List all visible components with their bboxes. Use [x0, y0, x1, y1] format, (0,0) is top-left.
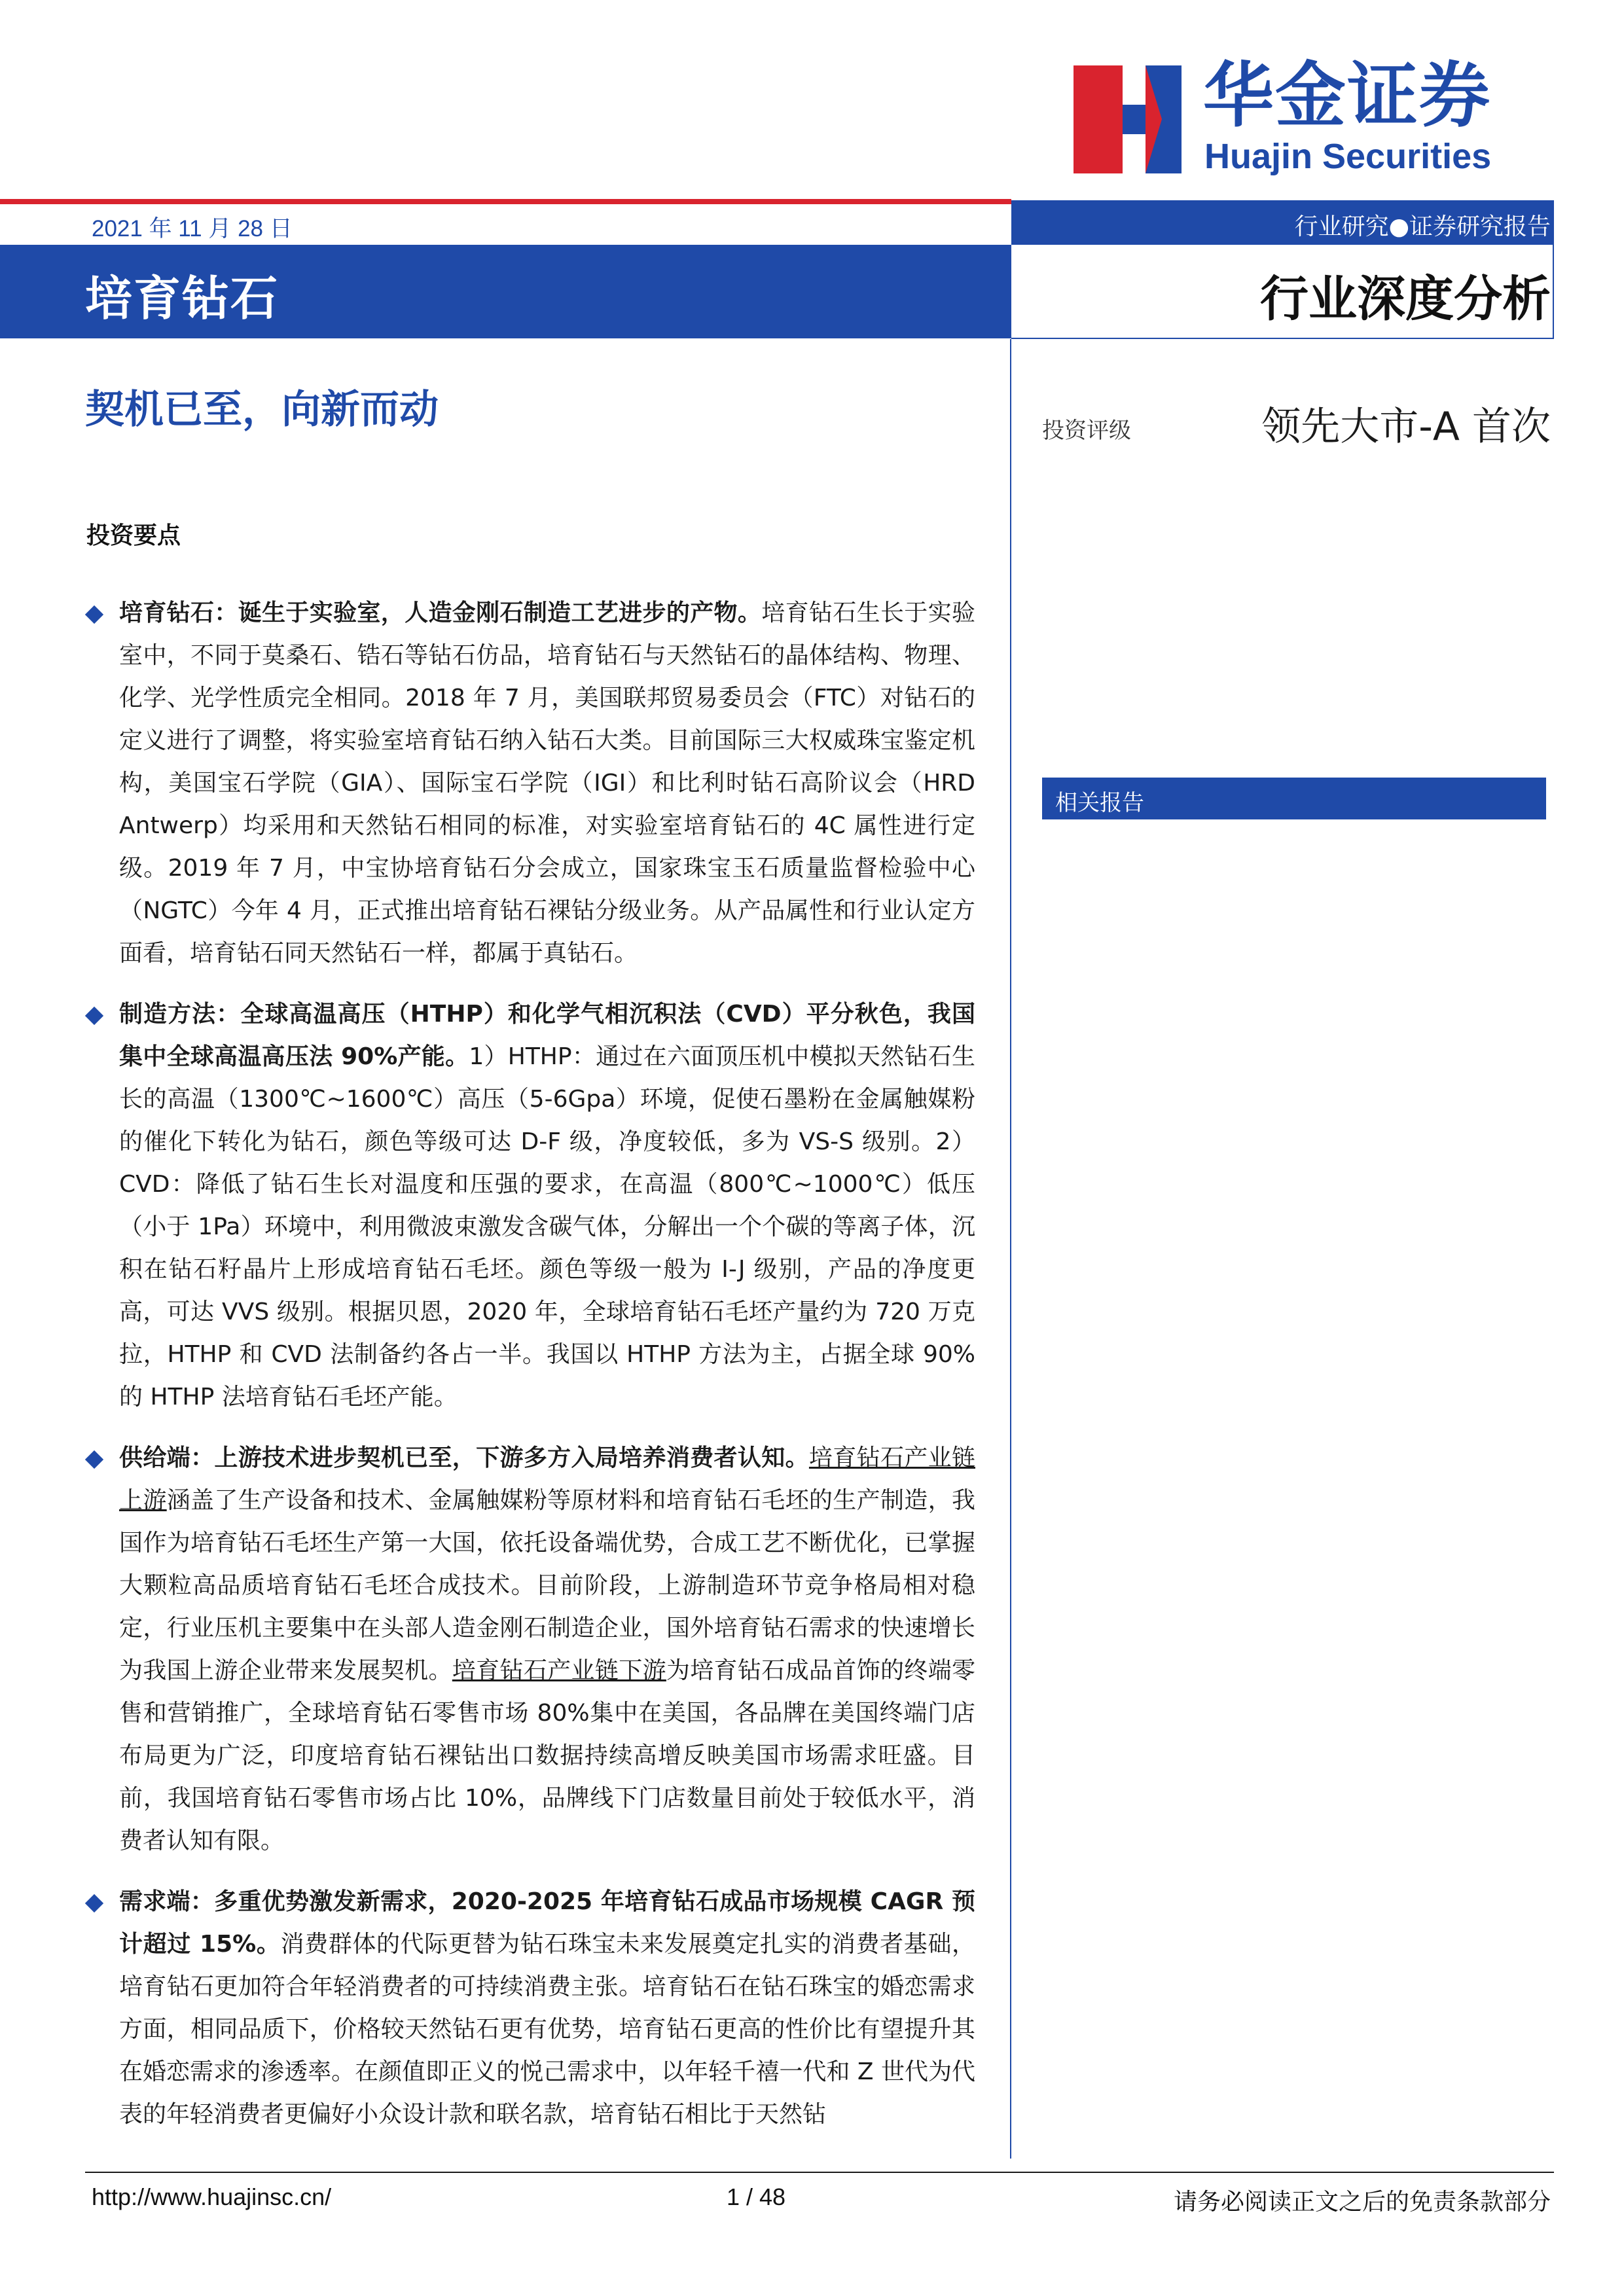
rating-value: 领先大市-A 首次: [1261, 404, 1551, 450]
diamond-bullet-icon: [85, 1894, 103, 1912]
list-item: [85, 993, 975, 1418]
list-item: [85, 592, 975, 975]
page-number: 1 / 48: [727, 2183, 786, 2210]
topic-title: 培育钻石: [85, 271, 280, 326]
rating-label: 投资评级: [1042, 418, 1131, 444]
footer-disclaimer: 请务必阅读正文之后的免责条款部分: [1173, 2189, 1551, 2215]
bullet-lead: 供给端：上游技术进步契机已至，下游多方入局培养消费者认知。: [119, 1444, 809, 1471]
list-item: [85, 1880, 975, 2136]
brand-name-en: Huajin Securities: [1204, 137, 1492, 176]
bullet-lead: 需求端：多重优势激发新需求，2020-2025 年培育钻石成品市场规模 CAGR 预计超过 15%。: [119, 1888, 975, 1958]
list-item: [85, 1437, 975, 1862]
header-red-line: [0, 199, 1011, 204]
report-type: 行业深度分析: [1260, 271, 1551, 327]
bullet-text: 为培育钻石成品首饰的终端零售和营销推广，全球培育钻石零售市场 80%集中在美国，各品牌在美国终端门店布局更为广泛，印度培育钻石裸钻出口数据持续高增反映美国市场需求旺盛。目前，我国培育钻石零售市场占比 10%，品牌线下门店数量目前处于较低水平，消费者认知有限。: [119, 1657, 975, 1854]
upstream-link[interactable]: 培育钻石产业链上游: [119, 1444, 975, 1514]
brand-name-cn: 华金证券: [1203, 55, 1492, 137]
column-divider: [1010, 339, 1011, 2159]
bullet-text: 培育钻石生长于实验室中，不同于莫桑石、锆石等钻石仿品，培育钻石与天然钻石的晶体结构、物理、化学、光学性质完全相同。2018 年 7 月，美国联邦贸易委员会（FTC）对钻石的定义进行了调整，将实验室培育钻石纳入钻石大类。目前国际三大权威珠宝鉴定机构，美国宝石学院（GIA）、国际宝石学院（IGI）和比利时钻石高阶议会（HRD Antwerp）均采用和天然钻石相同的标准，对实验室培育钻石的 4C 属性进行定级。2019 年 7 月，中宝协培育钻石分会成立，国家珠宝玉石质量监督检验中心（NGTC）今年 4 月，正式推出培育钻石裸钻分级业务。从产品属性和行业认定方面看，培育钻石同天然钻石一样，都属于真钻石。: [119, 600, 975, 967]
bullet-lead: 培育钻石：诞生于实验室，人造金刚石制造工艺进步的产物。: [119, 600, 762, 626]
section-heading: 投资要点: [86, 522, 181, 549]
huajin-logo-icon: [1074, 65, 1182, 173]
related-reports-label: 相关报告: [1055, 790, 1144, 816]
diamond-bullet-icon: [85, 1450, 103, 1469]
bullet-text: 涵盖了生产设备和技术、金属触媒粉等原材料和培育钻石毛坯的生产制造，我国作为培育钻石毛坯生产第一大国，依托设备端优势，合成工艺不断优化，已掌握大颗粒高品质培育钻石毛坯合成技术。目前阶段，上游制造环节竞争格局相对稳定，行业压机主要集中在头部人造金刚石制造企业，国外培育钻石需求的快速增长为我国上游企业带来发展契机。: [119, 1487, 975, 1684]
footer-divider: [85, 2172, 1554, 2173]
footer-url-link[interactable]: http://www.huajinsc.cn/: [92, 2183, 332, 2210]
key-points-list: [85, 592, 975, 2154]
diamond-bullet-icon: [85, 605, 103, 624]
bullet-text: 消费群体的代际更替为钻石珠宝未来发展奠定扎实的消费者基础，培育钻石更加符合年轻消费者的可持续消费主张。培育钻石在钻石珠宝的婚恋需求方面，相同品质下，价格较天然钻石更有优势，培育钻石更高的性价比有望提升其在婚恋需求的渗透率。在颜值即正义的悦己需求中，以年轻千禧一代和 Z 世代为代表的年轻消费者更偏好小众设计款和联名款，培育钻石相比于天然钻: [119, 1931, 975, 2128]
diamond-bullet-icon: [85, 1007, 103, 1025]
report-date: 2021 年 11 月 28 日: [92, 216, 293, 242]
bullet-text: 1）HTHP：通过在六面顶压机中模拟天然钻石生长的高温（1300℃~1600℃）高压（5-6Gpa）环境，促使石墨粉在金属触媒粉的催化下转化为钻石，颜色等级可达 D-F 级，净度较低，多为 VS-S 级别。2）CVD：降低了钻石生长对温度和压强的要求，在高温（800℃~1000℃）低压（小于 1Pa）环境中，利用微波束激发含碳气体，分解出一个个碳的等离子体，沉积在钻石籽晶片上形成培育钻石毛坯。颜色等级一般为 I-J 级别，产品的净度更高，可达 VVS 级别。根据贝恩，2020 年，全球培育钻石毛坯产量约为 720 万克拉，HTHP 和 CVD 法制备约各占一半。我国以 HTHP 方法为主，占据全球 90%的 HTHP 法培育钻石毛坯产能。: [119, 1043, 975, 1410]
page-title: 契机已至，向新而动: [85, 387, 439, 433]
report-category: 行业研究●证券研究报告: [1294, 213, 1551, 240]
bullet-lead: 制造方法：全球高温高压（HTHP）和化学气相沉积法（CVD）平分秋色，我国集中全球高温高压法 90%产能。: [119, 1001, 975, 1070]
downstream-link[interactable]: 培育钻石产业链下游: [452, 1657, 666, 1684]
